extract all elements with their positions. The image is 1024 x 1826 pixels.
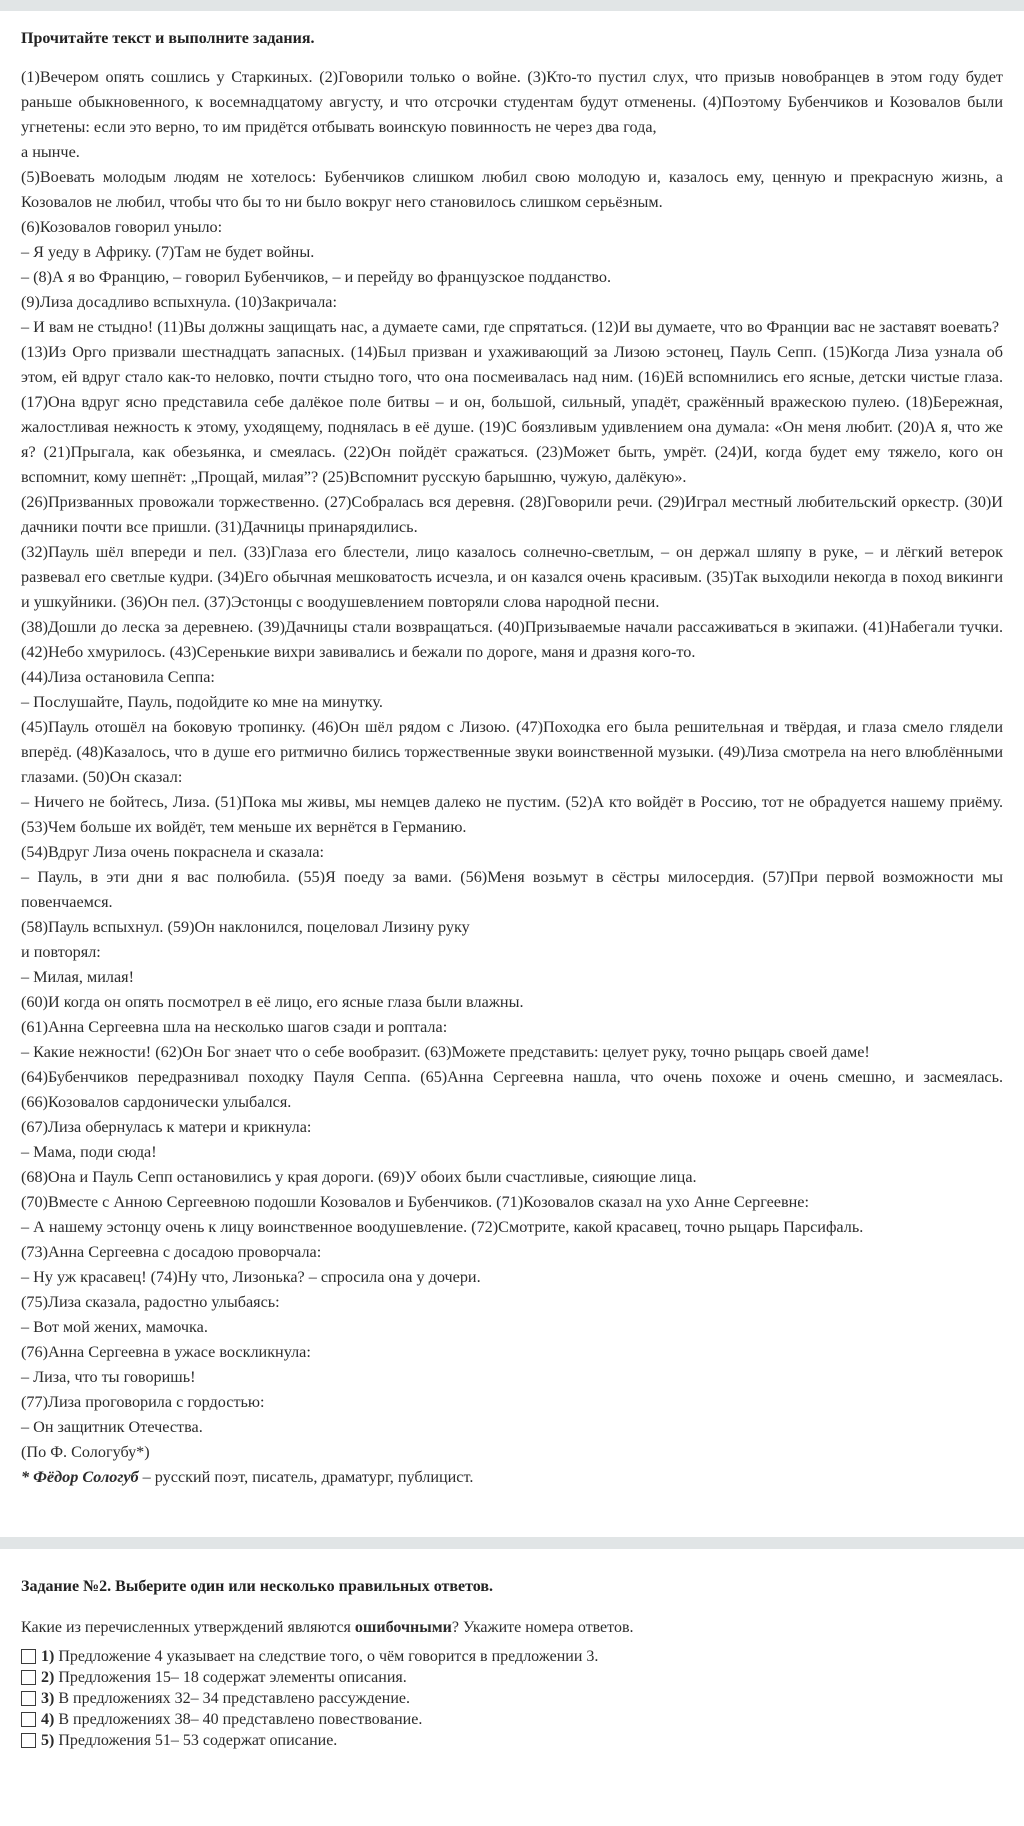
text-paragraph: – Пауль, в эти дни я вас полюбила. (55)Я поеду за вами. (56)Меня возьмут в сёстры милосердия. (57)При первой возможности мы повенчаемся. <box>21 868 1003 911</box>
checkbox-option-4[interactable] <box>21 1712 36 1727</box>
text-paragraph: (61)Анна Сергеевна шла на несколько шагов сзади и роптала: <box>21 1018 448 1036</box>
source-attribution: (По Ф. Сологубу*) <box>21 1443 150 1461</box>
option-number: 2) <box>41 1669 55 1686</box>
text-paragraph: (45)Пауль отошёл на боковую тропинку. (46)Он шёл рядом с Лизою. (47)Походка его была решительная и твёрдая, и глаза смело глядели вперёд. (48)Казалось, что в душе его ритмично бились торжественные звуки воинственной музыки. (49)Лиза смотрела на него влюблёнными глазами. (50)Он сказал: <box>21 718 1003 786</box>
text-paragraph: (44)Лиза остановила Сеппа: <box>21 668 215 686</box>
task-block <box>0 1577 1024 1751</box>
text-paragraph: (26)Призванных провожали торжественно. (27)Собралась вся деревня. (28)Говорили речи. (29)Играл местный любительский оркестр. (30)И дачники почти все пришли. (31)Дачницы принарядились. <box>21 493 1003 536</box>
text-paragraph: (68)Она и Пауль Сепп остановились у края дороги. (69)У обоих были счастливые, сияющие лица. <box>21 1168 697 1186</box>
text-paragraph: – (8)А я во Францию, – говорил Бубенчиков, – и перейду во французское подданство. <box>21 268 612 286</box>
text-paragraph: (60)И когда он опять посмотрел в её лицо, его ясные глаза были влажны. <box>21 993 524 1011</box>
author-description: – русский поэт, писатель, драматург, публицист. <box>138 1468 474 1486</box>
text-paragraph: (75)Лиза сказала, радостно улыбаясь: <box>21 1293 280 1311</box>
checkbox-option-5[interactable] <box>21 1733 36 1748</box>
text-paragraph: – Он защитник Отечества. <box>21 1418 203 1436</box>
text-paragraph: – Ну уж красавец! (74)Ну что, Лизонька? – спросила она у дочери. <box>21 1268 481 1286</box>
question-emphasis: ошибочными <box>354 1619 452 1636</box>
text-paragraph: – Милая, милая! <box>21 968 135 986</box>
reading-text <box>21 65 1003 1490</box>
task-question <box>21 1618 1003 1638</box>
text-paragraph: – Ничего не бойтесь, Лиза. (51)Пока мы живы, мы немцев далеко не пустим. (52)А кто войдёт в Россию, тот не обрадуется нашему приёму. (53)Чем больше их войдёт, тем меньше их вернётся в Германию. <box>21 793 1003 836</box>
text-paragraph: (9)Лиза досадливо вспыхнула. (10)Закричала: <box>21 293 337 311</box>
text-paragraph: (1)Вечером опять сошлись у Старкиных. (2)Говорили только о войне. (3)Кто-то пустил слух, что призыв новобранцев в этом году будет раньше обыкновенного, к восемнадцатому августу, и что отсрочки студентам будут отменены. (4)Поэтому Бубенчиков и Козовалов были угнетены: если это верно, то им придётся отбывать воинскую повинность не через два года, <box>21 68 1003 136</box>
text-paragraph: (67)Лиза обернулась к матери и крикнула: <box>21 1118 312 1136</box>
text-paragraph: (6)Козовалов говорил уныло: <box>21 218 223 236</box>
text-paragraph: – Вот мой жених, мамочка. <box>21 1318 208 1336</box>
option-number: 4) <box>41 1711 55 1728</box>
checkbox-option-1[interactable] <box>21 1649 36 1664</box>
option-label: В предложениях 32– 34 представлено рассуждение. <box>58 1690 410 1707</box>
text-paragraph: (13)Из Орго призвали шестнадцать запасных. (14)Был призван и ухаживающий за Лизою эстонец, Пауль Сепп. (15)Когда Лиза узнала об этом, ей вдруг стало как-то неловко, почти стыдно того, что она посмеивалась над ним. (16)Ей вспомнились его ясные, детски чистые глаза. (17)Она вдруг ясно представила себе далёкое поле битвы – и он, большой, сильный, упадёт, сражённый вражескою пулею. (18)Бережная, жалостливая нежность к этому, уходящему, поднялась в её душе. (19)С боязливым удивлением она думала: «Он меня любит. (20)А я, что же я? (21)Прыгала, как обезьянка, и смеялась. (22)Он пойдёт сражаться. (23)Может быть, умрёт. (24)И, когда будет ему тяжело, кого он вспомнит, кому шепнёт: „Прощай, милая”? (25)Вспомнит русскую барышню, чужую, далёкую». <box>21 343 1003 486</box>
answer-option-2 <box>21 1667 1003 1688</box>
option-number: 1) <box>41 1648 55 1665</box>
text-paragraph: (38)Дошли до леска за деревнею. (39)Дачницы стали возвращаться. (40)Призываемые начали рассаживаться в экипажи. (41)Набегали тучки. (42)Небо хмурилось. (43)Серенькие вихри завивались и бежали по дороге, маня и дразня кого-то. <box>21 618 1003 661</box>
text-paragraph: – Я уеду в Африку. (7)Там не будет войны. <box>21 243 315 261</box>
answer-options <box>21 1646 1003 1751</box>
option-number: 3) <box>41 1690 55 1707</box>
text-paragraph: (54)Вдруг Лиза очень покраснела и сказала: <box>21 843 325 861</box>
option-label: Предложение 4 указывает на следствие того, о чём говорится в предложении 3. <box>58 1648 599 1665</box>
text-paragraph: (64)Бубенчиков передразнивал походку Пауля Сеппа. (65)Анна Сергеевна нашла, что очень похоже и очень смешно, и засмеялась. (66)Козовалов сардонически улыбался. <box>21 1068 1003 1111</box>
option-number: 5) <box>41 1732 55 1749</box>
text-paragraph: (32)Пауль шёл впереди и пел. (33)Глаза его блестели, лицо казалось солнечно-светлым, – он держал шляпу в руке, – и лёгкий ветерок развевал его светлые кудри. (34)Его обычная мешковатость исчезла, и он казался очень красивым. (35)Так выходили некогда в поход викинги и ушкуйники. (36)Он пел. (37)Эстонцы с воодушевлением повторяли слова народной песни. <box>21 543 1003 611</box>
text-paragraph: (76)Анна Сергеевна в ужасе воскликнула: <box>21 1343 311 1361</box>
text-paragraph: и повторял: <box>21 943 101 961</box>
text-paragraph: – Мама, поди сюда! <box>21 1143 157 1161</box>
option-label: Предложения 51– 53 содержат описание. <box>58 1732 338 1749</box>
question-text-end: ? Укажите номера ответов. <box>451 1619 634 1636</box>
text-paragraph: (70)Вместе с Анною Сергеевною подошли Козовалов и Бубенчиков. (71)Козовалов сказал на ухо Анне Сергеевне: <box>21 1193 809 1211</box>
question-text: Какие из перечисленных утверждений являются <box>21 1619 355 1636</box>
option-label: Предложения 15– 18 содержат элементы описания. <box>58 1669 407 1686</box>
option-label: В предложениях 38– 40 представлено повествование. <box>58 1711 423 1728</box>
text-paragraph: (58)Пауль вспыхнул. (59)Он наклонился, поцеловал Лизину руку <box>21 918 470 936</box>
author-name: * Фёдор Сологуб <box>21 1468 139 1486</box>
text-paragraph: (73)Анна Сергеевна с досадою проворчала: <box>21 1243 322 1261</box>
text-paragraph: а нынче. <box>21 143 80 161</box>
answer-option-4 <box>21 1709 1003 1730</box>
text-paragraph: – Лиза, что ты говоришь! <box>21 1368 196 1386</box>
reading-block <box>0 29 1024 1490</box>
text-paragraph: (77)Лиза проговорила с гордостью: <box>21 1393 265 1411</box>
checkbox-option-2[interactable] <box>21 1670 36 1685</box>
text-paragraph: – А нашему эстонцу очень к лицу воинственное воодушевление. (72)Смотрите, какой красавец, точно рыцарь Парсифаль. <box>21 1218 864 1236</box>
answer-option-5 <box>21 1730 1003 1751</box>
section-divider <box>0 1537 1024 1549</box>
top-divider <box>0 0 1024 11</box>
text-paragraph: – Какие нежности! (62)Он Бог знает что о себе вообразит. (63)Можете представить: целует руку, точно рыцарь своей даме! <box>21 1043 870 1061</box>
answer-option-3 <box>21 1688 1003 1709</box>
instructions-heading: Прочитайте текст и выполните задания. <box>21 30 315 47</box>
checkbox-option-3[interactable] <box>21 1691 36 1706</box>
answer-option-1 <box>21 1646 1003 1667</box>
task-title: Задание №2. Выберите один или несколько правильных ответов. <box>21 1578 494 1595</box>
text-paragraph: (5)Воевать молодым людям не хотелось: Бубенчиков слишком любил свою молодую и, казалось ему, ценную и прекрасную жизнь, а Козовалов не любил, чтобы что бы то ни было вокруг него становилось слишком серьёзным. <box>21 168 1003 211</box>
text-paragraph: – И вам не стыдно! (11)Вы должны защищать нас, а думаете сами, где спрятаться. (12)И вы думаете, что во Франции вас не заставят воевать? <box>21 318 1000 336</box>
author-footnote <box>21 1465 1003 1490</box>
text-paragraph: – Послушайте, Пауль, подойдите ко мне на минутку. <box>21 693 383 711</box>
